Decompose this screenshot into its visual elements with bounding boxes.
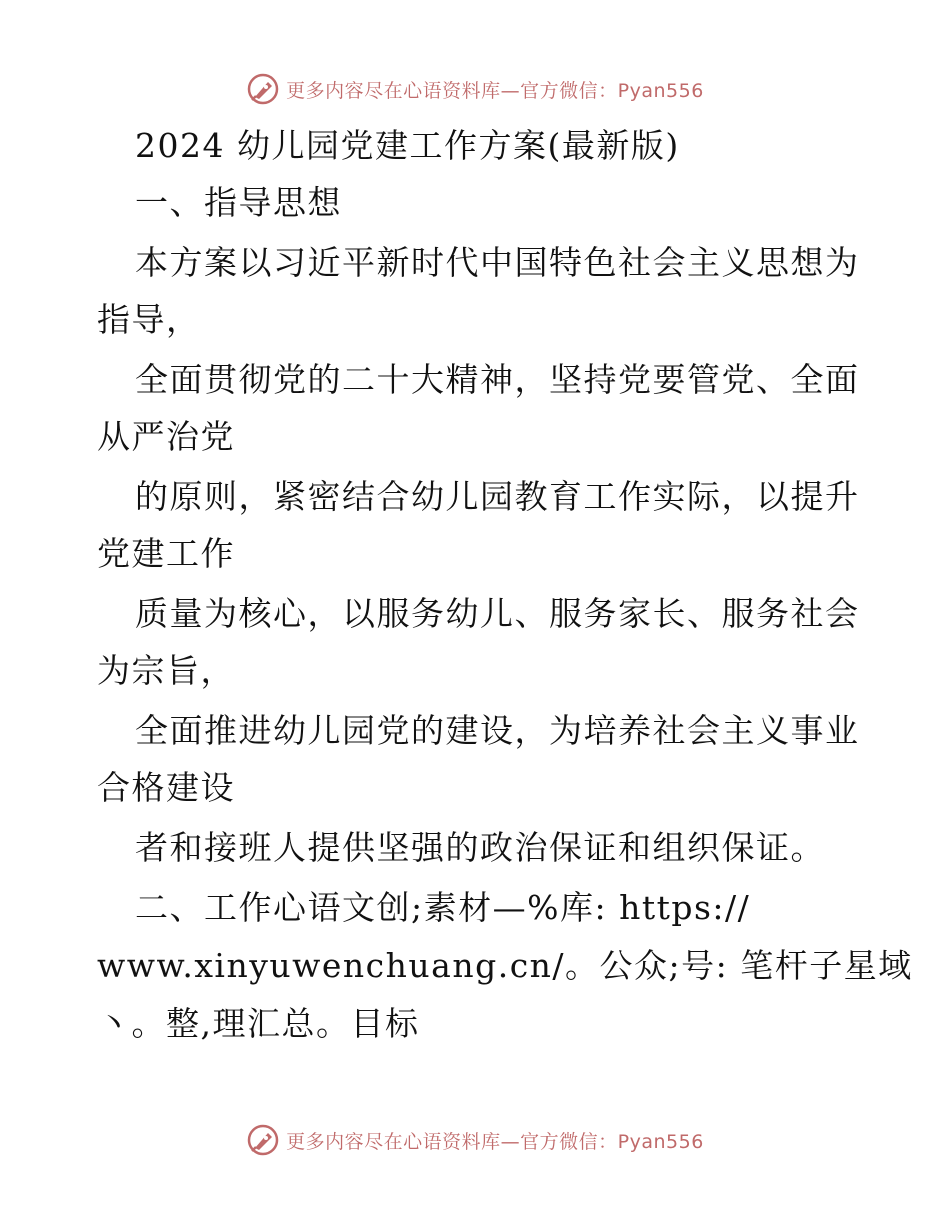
pen-nib-logo-icon (246, 72, 280, 106)
footer-watermark-banner (0, 1123, 950, 1157)
paragraph-line: 全面推进幼儿园党的建设，为培养社会主义事业 (135, 711, 860, 750)
section-line: 丶。整,理汇总。目标 (97, 1004, 420, 1043)
watermark-text: 更多内容尽在心语资料库—官方微信：Pyan556 (286, 1130, 704, 1153)
section-heading-work-goals: 二、工作心语文创;素材—%库: https:// (135, 888, 751, 927)
paragraph-line: 为宗旨， (97, 651, 235, 690)
paragraph-line: 质量为核心，以服务幼儿、服务家长、服务社会 (135, 594, 860, 633)
section-heading-guiding-ideology: 一、指导思想 (135, 183, 342, 222)
paragraph-line: 从严治党 (97, 417, 235, 456)
document-title: 2024 幼儿园党建工作方案(最新版) (135, 126, 680, 165)
paragraph-line: 者和接班人提供坚强的政治保证和组织保证。 (135, 828, 825, 867)
paragraph-line: 全面贯彻党的二十大精神，坚持党要管党、全面 (135, 360, 860, 399)
pen-nib-logo-icon (246, 1123, 280, 1157)
paragraph-line: 的原则，紧密结合幼儿园教育工作实际，以提升 (135, 477, 860, 516)
watermark-text: 更多内容尽在心语资料库—官方微信：Pyan556 (286, 79, 704, 102)
section-line: www.xinyuwenchuang.cn/。公众;号: 笔杆子星域 (97, 946, 913, 985)
header-watermark-banner (0, 72, 950, 106)
paragraph-line: 本方案以习近平新时代中国特色社会主义思想为 (135, 243, 860, 282)
paragraph-line: 党建工作 (97, 534, 235, 573)
paragraph-line: 合格建设 (97, 768, 235, 807)
paragraph-line: 指导， (97, 300, 201, 339)
